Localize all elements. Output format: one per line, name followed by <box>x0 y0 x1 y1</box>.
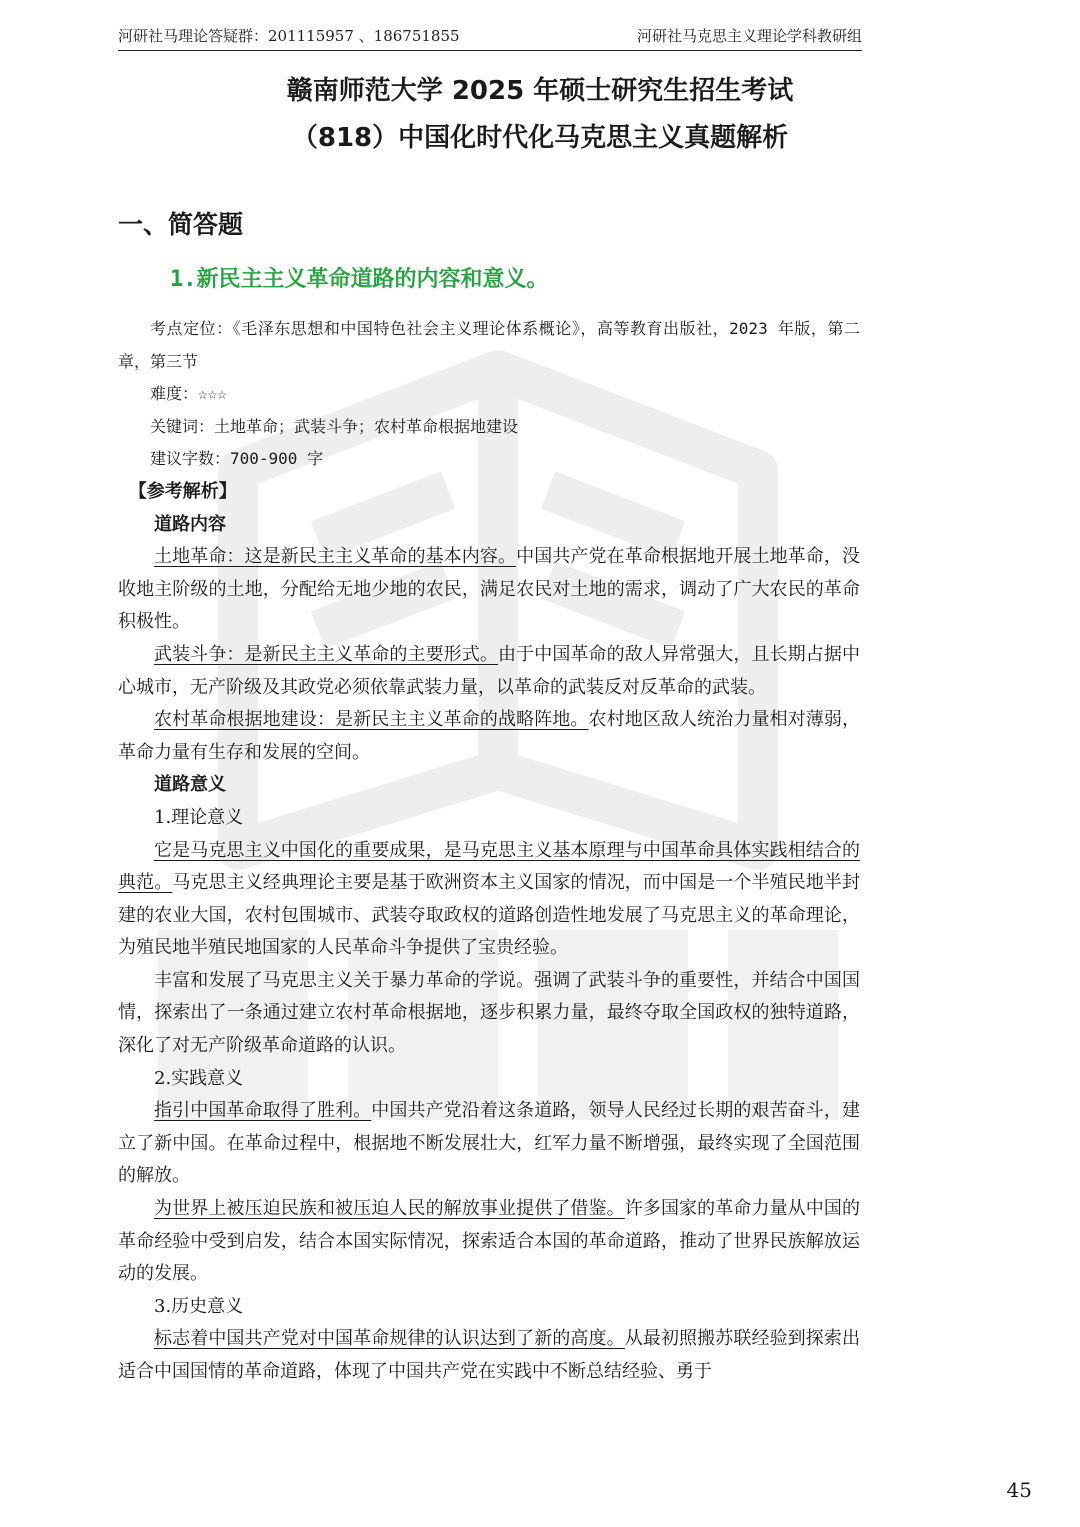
analysis-label: 【参考解析】 <box>128 480 237 502</box>
header-right-text: 河研社马克思主义理论学科教研组 <box>636 27 862 45</box>
meaning-paragraph <box>118 835 860 965</box>
meaning-sub-label: 3.历史意义 <box>154 1295 244 1317</box>
content-item <box>118 704 860 769</box>
kaodian-line: 考点定位：《毛泽东思想和中国特色社会主义理论体系概论》，高等教育出版社，2023 年版，第二章，第三节 <box>118 319 860 371</box>
meaning-paragraph <box>118 1323 860 1388</box>
key-point: 农村革命根据地建设：是新民主主义革命的战略阵地。 <box>154 709 589 731</box>
key-point: 指引中国革命取得了胜利。 <box>154 1100 372 1122</box>
road-meaning-label: 道路意义 <box>154 774 226 796</box>
page-number: 45 <box>1006 1478 1032 1502</box>
explanation: 农村地区敌人统治力量相对薄弱，革命力量有生存和发展的空间。 <box>118 709 861 763</box>
document-title-line1: 赣南师范大学 2025 年硕士研究生招生考试 <box>286 76 794 106</box>
keywords-line: 关键词：土地革命；武装斗争；农村革命根据地建设 <box>150 416 519 436</box>
section-heading: 一、简答题 <box>118 210 244 239</box>
road-content-label: 道路内容 <box>154 513 226 535</box>
question-title: 1.新民主主义革命道路的内容和意义。 <box>170 267 549 292</box>
meaning-paragraph <box>118 1095 860 1193</box>
key-point: 为世界上被压迫民族和被压迫人民的解放事业提供了借鉴。 <box>154 1198 625 1220</box>
meaning-sub-label: 2.实践意义 <box>154 1067 244 1089</box>
content-item <box>118 639 860 704</box>
explanation: 许多国家的革命力量从中国的革命经验中受到启发，结合本国实际情况，探索适合本国的革命道路，推动了世界民族解放运动的发展。 <box>118 1198 860 1285</box>
explanation: 从最初照搬苏联经验到探索出适合中国国情的革命道路，体现了中国共产党在实践中不断总结经验、勇于 <box>118 1328 860 1382</box>
key-point: 武装斗争：是新民主主义革命的主要形式。 <box>154 643 498 665</box>
difficulty-line: 难度：☆☆☆ <box>150 384 227 404</box>
content-body <box>118 313 860 1389</box>
key-point: 土地革命：这是新民主主义革命的基本内容。 <box>154 546 517 568</box>
explanation: 中国共产党沿着这条道路，领导人民经过长期的艰苦奋斗，建立了新中国。在革命过程中，根据地不断发展壮大，红军力量不断增强，最终实现了全国范围的解放。 <box>118 1100 860 1187</box>
key-point: 它是马克思主义中国化的重要成果，是马克思主义基本原理与中国革命具体实践相结合的典范。 <box>118 839 860 894</box>
document-title-line2: （818）中国化时代化马克思主义真题解析 <box>291 123 789 153</box>
meaning-paragraph <box>118 965 860 1063</box>
explanation: 马克思主义经典理论主要是基于欧洲资本主义国家的情况，而中国是一个半殖民地半封建的农业大国，农村包围城市、武装夺取政权的道路创造性地发展了马克思主义的革命理论，为殖民地半殖民地国家的人民革命斗争提供了宝贵经验。 <box>118 872 861 959</box>
meaning-paragraph <box>118 1193 860 1291</box>
wordcount-line: 建议字数：700-900 字 <box>150 449 324 469</box>
page-header <box>118 22 862 51</box>
content-item <box>118 541 860 639</box>
explanation: 中国共产党在革命根据地开展土地革命，没收地主阶级的土地，分配给无地少地的农民，满足农民对土地的需求，调动了广大农民的革命积极性。 <box>118 546 861 633</box>
meaning-sub-label: 1.理论意义 <box>154 806 244 828</box>
header-left-text: 河研社马理论答疑群：201115957 、186751855 <box>118 27 460 45</box>
explanation: 由于中国革命的敌人异常强大，且长期占据中心城市，无产阶级及其政党必须依靠武装力量，以革命的武装反对反革命的武装。 <box>118 643 860 698</box>
key-point: 标志着中国共产党对中国革命规律的认识达到了新的高度。 <box>154 1328 625 1350</box>
explanation: 丰富和发展了马克思主义关于暴力革命的学说。强调了武装斗争的重要性，并结合中国国情，探索出了一条通过建立农村革命根据地，逐步积累力量，最终夺取全国政权的独特道路，深化了对无产阶级革命道路的认识。 <box>118 969 860 1057</box>
